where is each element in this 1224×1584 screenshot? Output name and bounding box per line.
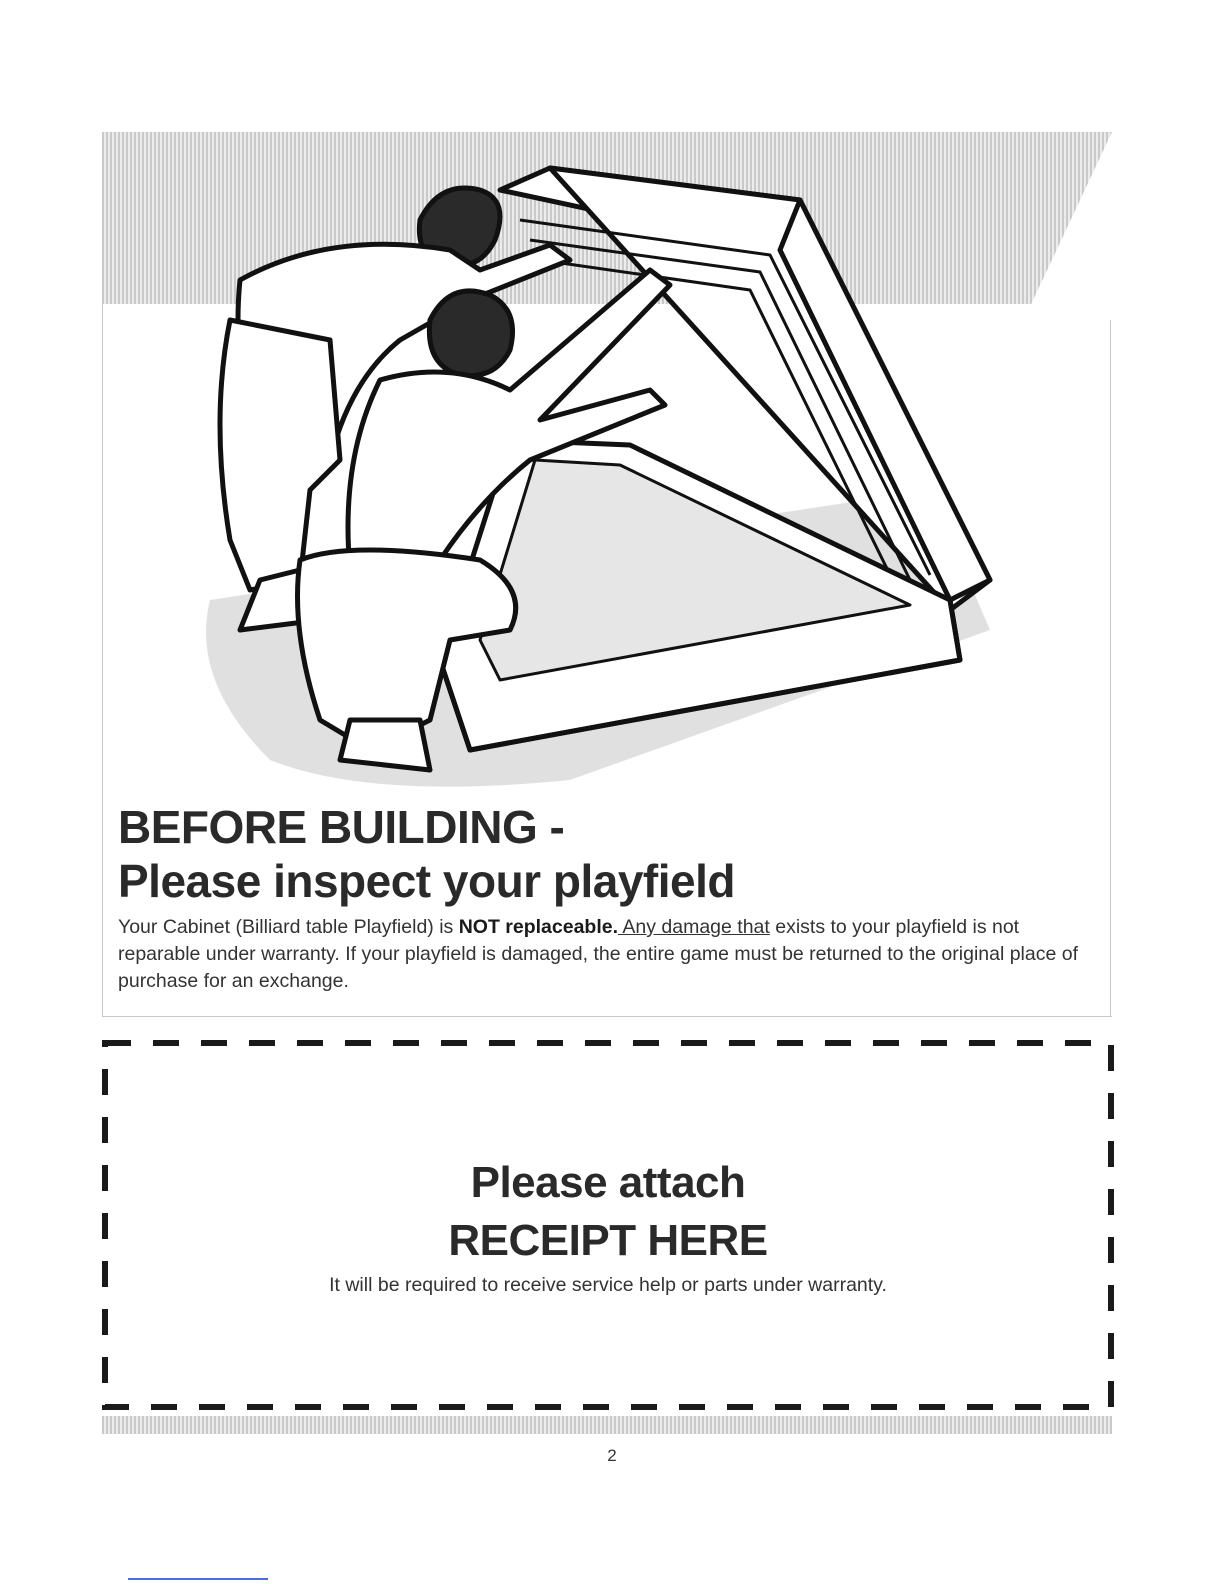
page-title <box>118 800 1098 908</box>
warning-bold-text: NOT replaceable. <box>458 916 619 938</box>
panel-left-rule <box>102 304 103 1016</box>
warning-text-1: Your Cabinet (Billiard table Playfield) is <box>118 916 459 938</box>
bottom-link-underline <box>128 1578 268 1580</box>
warning-text-2: exists to your playfield is not reparable under warranty. If your playfield is damaged, the entire game must be returned to the original place of purchase for an exchange. <box>118 916 1079 992</box>
warning-underlined-text: Any damage that <box>618 916 770 938</box>
receipt-note: It will be required to receive service help or parts under warranty. <box>329 1274 887 1296</box>
panel-bottom-rule <box>102 1016 1112 1017</box>
receipt-title <box>102 1154 1114 1270</box>
title-line-1: BEFORE BUILDING - <box>118 801 565 853</box>
warning-paragraph <box>118 914 1093 995</box>
title-line-2: Please inspect your playfield <box>118 855 735 907</box>
playfield-inspection-illustration <box>150 160 1030 800</box>
footer-hatch-band <box>102 1416 1112 1434</box>
page-number: 2 <box>607 1446 617 1465</box>
receipt-title-line-1: Please attach <box>470 1158 746 1207</box>
receipt-title-line-2: RECEIPT HERE <box>448 1216 768 1265</box>
panel-right-rule <box>1110 320 1111 1016</box>
